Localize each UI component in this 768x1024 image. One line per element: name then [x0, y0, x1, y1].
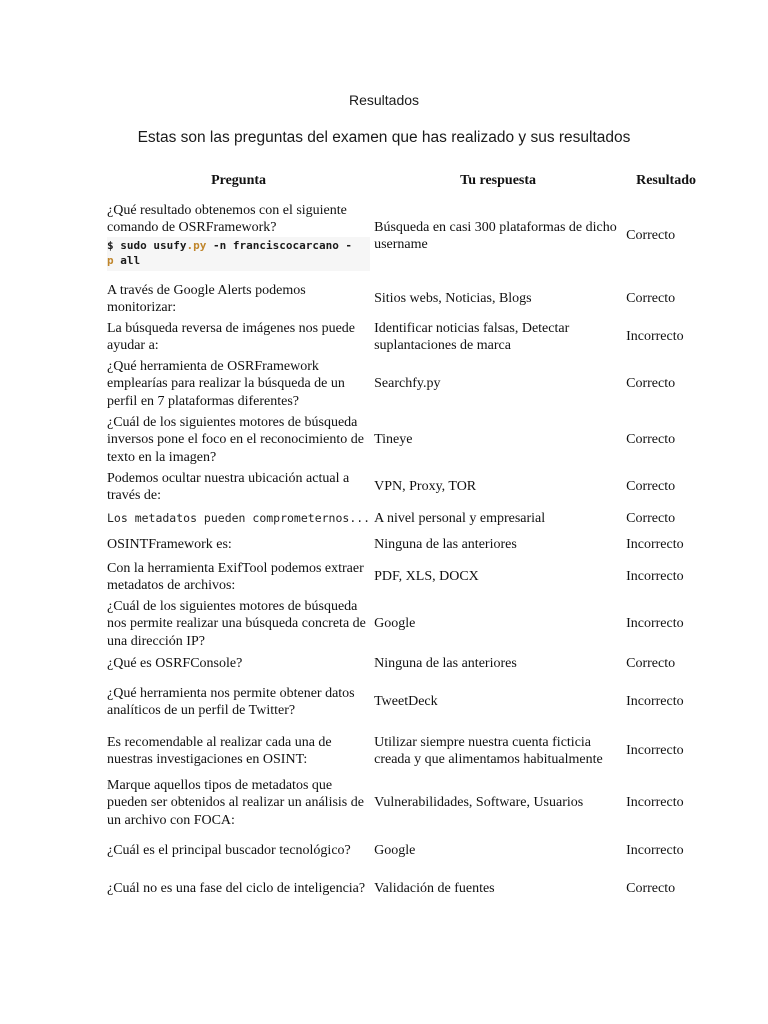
question-cell: ¿Qué es OSRFConsole? [107, 656, 243, 672]
question-cell: La búsqueda reversa de imágenes nos puede ayudar a: [107, 320, 356, 353]
table-header-row [105, 170, 718, 192]
table-row [105, 318, 718, 356]
results-table [105, 170, 718, 908]
answer-cell: Ninguna de las anteriores [374, 656, 517, 672]
header-answer: Tu respuesta [460, 173, 537, 189]
question-text: ¿Qué resultado obtenemos con el siguiente comando de OSRFramework? [107, 202, 347, 235]
result-cell: Correcto [626, 228, 676, 244]
result-cell: Incorrecto [626, 569, 684, 585]
answer-cell: VPN, Proxy, TOR [374, 479, 477, 495]
question-cell: ¿Cuál de los siguientes motores de búsqueda inversos pone el foco en el reconocimiento de texto en la imagen? [107, 414, 364, 465]
question-cell: ¿Qué herramienta de OSRFramework emplearías para realizar la búsqueda de un perfil en 7 plataformas diferentes? [107, 358, 345, 409]
code-snippet: $ sudo usufy.py -n franciscocarcano - p all [107, 237, 370, 271]
result-cell: Correcto [626, 479, 676, 495]
table-row [105, 280, 718, 318]
answer-cell: Google [374, 616, 416, 632]
result-cell: Correcto [626, 881, 676, 897]
question-text: Los metadatos pueden comprometernos... [107, 511, 371, 526]
result-cell: Incorrecto [626, 694, 684, 710]
result-cell: Correcto [626, 432, 676, 448]
question-cell [105, 506, 372, 532]
answer-cell: Ninguna de las anteriores [374, 537, 517, 553]
answer-cell: Sitios webs, Noticias, Blogs [374, 291, 532, 307]
result-cell: Incorrecto [626, 743, 684, 759]
answer-cell: A nivel personal y empresarial [374, 511, 546, 527]
question-cell: Marque aquellos tipos de metadatos que pueden ser obtenidos al realizar un análisis de un archivo con FOCA: [107, 777, 364, 828]
table-row [105, 192, 718, 280]
table-row [105, 532, 718, 558]
header-result: Resultado [636, 173, 697, 189]
answer-cell: Google [374, 843, 416, 859]
result-cell: Incorrecto [626, 537, 684, 553]
result-cell: Incorrecto [626, 843, 684, 859]
table-row [105, 728, 718, 774]
table-row [105, 774, 718, 832]
answer-cell: Vulnerabilidades, Software, Usuarios [374, 795, 584, 811]
table-row [105, 832, 718, 870]
header-question: Pregunta [211, 173, 267, 189]
answer-cell: Searchfy.py [374, 376, 441, 392]
question-cell: Es recomendable al realizar cada una de nuestras investigaciones en OSINT: [107, 734, 332, 767]
question-cell: OSINTFramework es: [107, 537, 232, 553]
result-cell: Correcto [626, 376, 676, 392]
result-cell: Incorrecto [626, 616, 684, 632]
question-cell: ¿Cuál no es una fase del ciclo de inteligencia? [107, 881, 366, 897]
table-row [105, 676, 718, 728]
table-row [105, 558, 718, 596]
page-subtitle: Estas son las preguntas del examen que has realizado y sus resultados [137, 129, 631, 146]
answer-cell: Validación de fuentes [374, 881, 495, 897]
question-cell: A través de Google Alerts podemos monitorizar: [107, 282, 306, 315]
table-row [105, 468, 718, 506]
answer-cell: Identificar noticias falsas, Detectar suplantaciones de marca [374, 320, 570, 353]
answer-cell: PDF, XLS, DOCX [374, 569, 479, 585]
result-cell: Correcto [626, 291, 676, 307]
table-row [105, 356, 718, 412]
table-row [105, 412, 718, 468]
table-row [105, 652, 718, 676]
page-title: Resultados [348, 92, 420, 108]
answer-cell: Utilizar siempre nuestra cuenta ficticia creada y que alimentamos habitualmente [374, 734, 603, 767]
result-cell: Correcto [626, 656, 676, 672]
question-cell [105, 192, 372, 280]
answer-cell: Búsqueda en casi 300 plataformas de dicho username [374, 219, 617, 252]
result-cell: Correcto [626, 511, 676, 527]
question-cell: ¿Qué herramienta nos permite obtener datos analíticos de un perfil de Twitter? [107, 685, 355, 718]
answer-cell: Tineye [374, 432, 413, 448]
answer-cell: TweetDeck [374, 694, 438, 710]
result-cell: Incorrecto [626, 795, 684, 811]
result-cell: Incorrecto [626, 329, 684, 345]
question-cell: ¿Cuál es el principal buscador tecnológico? [107, 843, 351, 859]
question-cell: ¿Cuál de los siguientes motores de búsqueda nos permite realizar una búsqueda concreta de una dirección IP? [107, 598, 366, 649]
table-row [105, 870, 718, 908]
question-cell: Podemos ocultar nuestra ubicación actual a través de: [107, 470, 350, 503]
table-row [105, 506, 718, 532]
table-row [105, 596, 718, 652]
question-cell: Con la herramienta ExifTool podemos extraer metadatos de archivos: [107, 560, 364, 593]
